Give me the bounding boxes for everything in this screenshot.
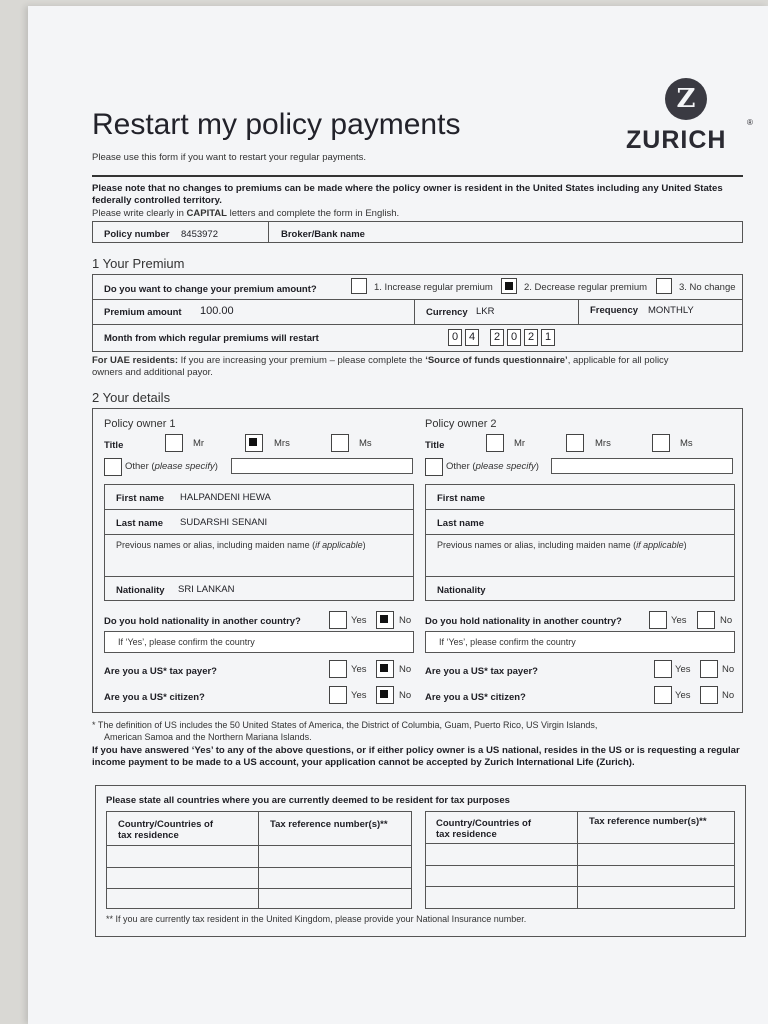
owner2-us-tax-no-checkbox[interactable]: [700, 660, 718, 678]
owner1-us-citizen-no-checkbox[interactable]: [376, 686, 394, 704]
year-digit-4[interactable]: 1: [541, 329, 555, 346]
increase-premium-label: 1. Increase regular premium: [374, 282, 493, 293]
owner2-nationality-label: Nationality: [437, 585, 486, 596]
tax-table-2-ref-header: Tax reference number(s)**: [589, 816, 707, 827]
owner1-line-3: [104, 576, 414, 577]
restart-month-label: Month from which regular premiums will restart: [104, 333, 319, 344]
prev-names-prefix: Previous names or alias, including maiden name (: [437, 540, 637, 550]
tax-table-2-row-2: [425, 865, 735, 866]
uae-bold: For UAE residents:: [92, 355, 179, 366]
owner1-heading: Policy owner 1: [104, 418, 176, 430]
owner1-ms-checkbox[interactable]: [331, 434, 349, 452]
owner1-if-yes-label: If ‘Yes’, please confirm the country: [118, 637, 255, 647]
owner1-line-2: [104, 534, 414, 535]
owner2-us-tax-yes-checkbox[interactable]: [654, 660, 672, 678]
owner1-last-name-value[interactable]: SUDARSHI SENANI: [180, 517, 268, 528]
owner2-other-nat-yes-checkbox[interactable]: [649, 611, 667, 629]
owner1-other-nationality-question: Do you hold nationality in another country?: [104, 616, 301, 627]
year-digit-3[interactable]: 2: [524, 329, 538, 346]
tax-table-1-ref-header: Tax reference number(s)**: [270, 819, 388, 830]
zurich-logo-text: ZURICH: [626, 126, 727, 154]
premium-amount-value[interactable]: 100.00: [200, 305, 234, 317]
owner1-mrs-label: Mrs: [274, 438, 290, 449]
owner2-line-3: [425, 576, 735, 577]
instruction-bold: CAPITAL: [186, 208, 227, 219]
owner1-us-citizen-yes-label: Yes: [351, 690, 367, 701]
owner1-title-label: Title: [104, 440, 124, 451]
owner2-first-name-label: First name: [437, 493, 486, 504]
other-suffix: ): [535, 461, 539, 472]
uae-text-1: If you are increasing your premium – please complete the: [178, 355, 426, 366]
form-page: [28, 6, 768, 1024]
policy-number-value[interactable]: 8453972: [181, 229, 218, 240]
owner1-first-name-label: First name: [116, 493, 165, 504]
owner1-last-name-label: Last name: [116, 518, 163, 529]
owner2-us-tax-yes-label: Yes: [675, 664, 691, 675]
owner1-line-1: [104, 509, 414, 510]
owner1-us-citizen-yes-checkbox[interactable]: [329, 686, 347, 704]
owner2-mr-label: Mr: [514, 438, 526, 449]
owner1-mr-label: Mr: [193, 438, 205, 449]
owner2-mrs-label: Mrs: [595, 438, 611, 449]
owner1-other-nat-yes-label: Yes: [351, 615, 367, 626]
tax-table-2-country-header-1: Country/Countries of: [436, 818, 531, 829]
currency-value[interactable]: LKR: [476, 306, 495, 317]
uae-text-2: , applicable for all policy: [567, 355, 669, 366]
year-digit-1[interactable]: 2: [490, 329, 504, 346]
no-change-label: 3. No change: [679, 282, 736, 293]
tax-table-1-country-header-1: Country/Countries of: [118, 819, 213, 830]
owner1-other-label: [125, 461, 218, 472]
year-digit-2[interactable]: 0: [507, 329, 521, 346]
premium-line-1: [92, 299, 743, 300]
owner2-us-citizen-question: Are you a US* citizen?: [425, 692, 526, 703]
month-digit-2[interactable]: 4: [465, 329, 479, 346]
frequency-value[interactable]: MONTHLY: [648, 305, 694, 316]
details-heading: 2 Your details: [92, 390, 171, 405]
tax-heading: Please state all countries where you are currently deemed to be resident for tax purposes: [106, 795, 510, 806]
owner2-other-nationality-question: Do you hold nationality in another country?: [425, 616, 622, 627]
premium-amount-label: Premium amount: [104, 307, 182, 318]
other-prefix: Other (: [125, 461, 155, 472]
increase-premium-checkbox[interactable]: [351, 278, 367, 294]
tax-table-2-divider: [577, 811, 578, 909]
decrease-premium-label: 2. Decrease regular premium: [524, 282, 648, 293]
month-digit-1[interactable]: 0: [448, 329, 462, 346]
tax-table-2-country-header-2: tax residence: [436, 829, 497, 840]
owner2-us-tax-no-label: No: [722, 664, 735, 675]
uae-bold-2: ‘Source of funds questionnaire’: [425, 355, 568, 366]
owner1-other-nat-no-checkbox[interactable]: [376, 611, 394, 629]
uae-text-3: owners and additional payor.: [92, 367, 213, 378]
owner2-us-tax-question: Are you a US* tax payer?: [425, 666, 538, 677]
owner1-us-tax-question: Are you a US* tax payer?: [104, 666, 217, 677]
owner2-mrs-checkbox[interactable]: [566, 434, 584, 452]
owner2-ms-checkbox[interactable]: [652, 434, 670, 452]
owner2-us-citizen-yes-label: Yes: [675, 690, 691, 701]
owner2-other-nat-yes-label: Yes: [671, 615, 687, 626]
no-change-checkbox[interactable]: [656, 278, 672, 294]
us-definition-line-1: * The definition of US includes the 50 United States of America, the District of Columbia, Guam, Puerto Rico, US Virgin Islands,: [92, 720, 598, 730]
uae-note: [92, 355, 742, 379]
prev-names-italic: if applicable: [315, 540, 363, 550]
owner1-us-tax-no-label: No: [399, 664, 412, 675]
owner1-ms-label: Ms: [359, 438, 372, 449]
broker-label: Broker/Bank name: [281, 229, 365, 240]
premium-divider-2: [578, 299, 579, 324]
owner2-other-input[interactable]: [551, 458, 733, 474]
owner1-us-tax-yes-label: Yes: [351, 664, 367, 675]
policy-divider: [268, 221, 269, 243]
owner2-us-citizen-no-checkbox[interactable]: [700, 686, 718, 704]
tax-footnote: ** If you are currently tax resident in the United Kingdom, please provide your National Insurance number.: [106, 914, 527, 924]
decrease-premium-checkbox[interactable]: [501, 278, 517, 294]
owner2-us-citizen-yes-checkbox[interactable]: [654, 686, 672, 704]
owner2-prev-names-label[interactable]: [437, 540, 687, 550]
owner1-nationality-label: Nationality: [116, 585, 165, 596]
other-prefix: Other (: [446, 461, 476, 472]
us-definition-line-2: American Samoa and the Northern Mariana Islands.: [104, 732, 312, 742]
tax-table-1-row-2: [106, 867, 412, 868]
owner2-last-name-label: Last name: [437, 518, 484, 529]
owner2-line-2: [425, 534, 735, 535]
owner2-ms-label: Ms: [680, 438, 693, 449]
registered-mark: ®: [747, 118, 753, 127]
owner1-other-nat-yes-checkbox[interactable]: [329, 611, 347, 629]
prev-names-suffix: ): [362, 540, 366, 550]
policy-number-label: Policy number: [104, 229, 170, 240]
other-suffix: ): [214, 461, 218, 472]
header-rule: [92, 175, 743, 177]
owner2-heading: Policy owner 2: [425, 418, 497, 430]
owner1-mr-checkbox[interactable]: [165, 434, 183, 452]
currency-label: Currency: [426, 307, 468, 318]
prev-names-suffix: ): [683, 540, 687, 550]
owner2-other-label: [446, 461, 539, 472]
page-title: Restart my policy payments: [92, 108, 461, 141]
premium-divider-1: [414, 299, 415, 324]
tax-table-2-row-1: [425, 843, 735, 844]
tax-table-1-divider: [258, 811, 259, 909]
owner2-line-1: [425, 509, 735, 510]
owner1-mrs-checkbox[interactable]: [245, 434, 263, 452]
prev-names-italic: if applicable: [636, 540, 684, 550]
prev-names-prefix: Previous names or alias, including maiden name (: [116, 540, 316, 550]
owner2-us-citizen-no-label: No: [722, 690, 735, 701]
us-resident-note: Please note that no changes to premiums can be made where the policy owner is resident in the United States including any United States federally controlled territory.: [92, 183, 723, 206]
tax-table-1-country-header-2: tax residence: [118, 830, 179, 841]
owner1-prev-names-label[interactable]: [116, 540, 366, 550]
owner2-other-checkbox[interactable]: [425, 458, 443, 476]
frequency-label: Frequency: [590, 305, 639, 316]
owner2-other-nat-no-checkbox[interactable]: [697, 611, 715, 629]
owner2-if-yes-label: If ‘Yes’, please confirm the country: [439, 637, 576, 647]
instruction-suffix: letters and complete the form in English.: [226, 208, 400, 219]
change-premium-question: Do you want to change your premium amount?: [104, 284, 317, 295]
tax-table-1-row-1: [106, 845, 412, 846]
premium-line-2: [92, 324, 743, 325]
zurich-logo-icon: Z: [665, 78, 707, 120]
premium-heading: 1 Your Premium: [92, 256, 185, 271]
tax-table-1-row-3: [106, 888, 412, 889]
owner1-other-checkbox[interactable]: [104, 458, 122, 476]
capital-instruction: [92, 208, 399, 219]
owner1-us-citizen-no-label: No: [399, 690, 412, 701]
owner1-nationality-value[interactable]: SRI LANKAN: [178, 584, 235, 595]
owner1-us-tax-no-checkbox[interactable]: [376, 660, 394, 678]
other-italic: please specify: [475, 461, 536, 472]
instruction-prefix: Please write clearly in: [92, 208, 187, 219]
owner2-mr-checkbox[interactable]: [486, 434, 504, 452]
owner2-other-nat-no-label: No: [720, 615, 733, 626]
tax-table-2-row-3: [425, 886, 735, 887]
owner1-first-name-value[interactable]: HALPANDENI HEWA: [180, 492, 271, 503]
owner1-us-tax-yes-checkbox[interactable]: [329, 660, 347, 678]
owner1-other-nat-no-label: No: [399, 615, 412, 626]
owner1-other-input[interactable]: [231, 458, 413, 474]
page-subtitle: Please use this form if you want to restart your regular payments.: [92, 152, 367, 163]
owner1-us-citizen-question: Are you a US* citizen?: [104, 692, 205, 703]
us-warning: If you have answered ‘Yes’ to any of the above questions, or if either policy owner is a US national, resides in the US or is requesting a regular income payment to be made to a US account, your application cannot be accepted by Zurich International Life (Zurich).: [92, 745, 740, 768]
owner2-title-label: Title: [425, 440, 445, 451]
other-italic: please specify: [154, 461, 215, 472]
